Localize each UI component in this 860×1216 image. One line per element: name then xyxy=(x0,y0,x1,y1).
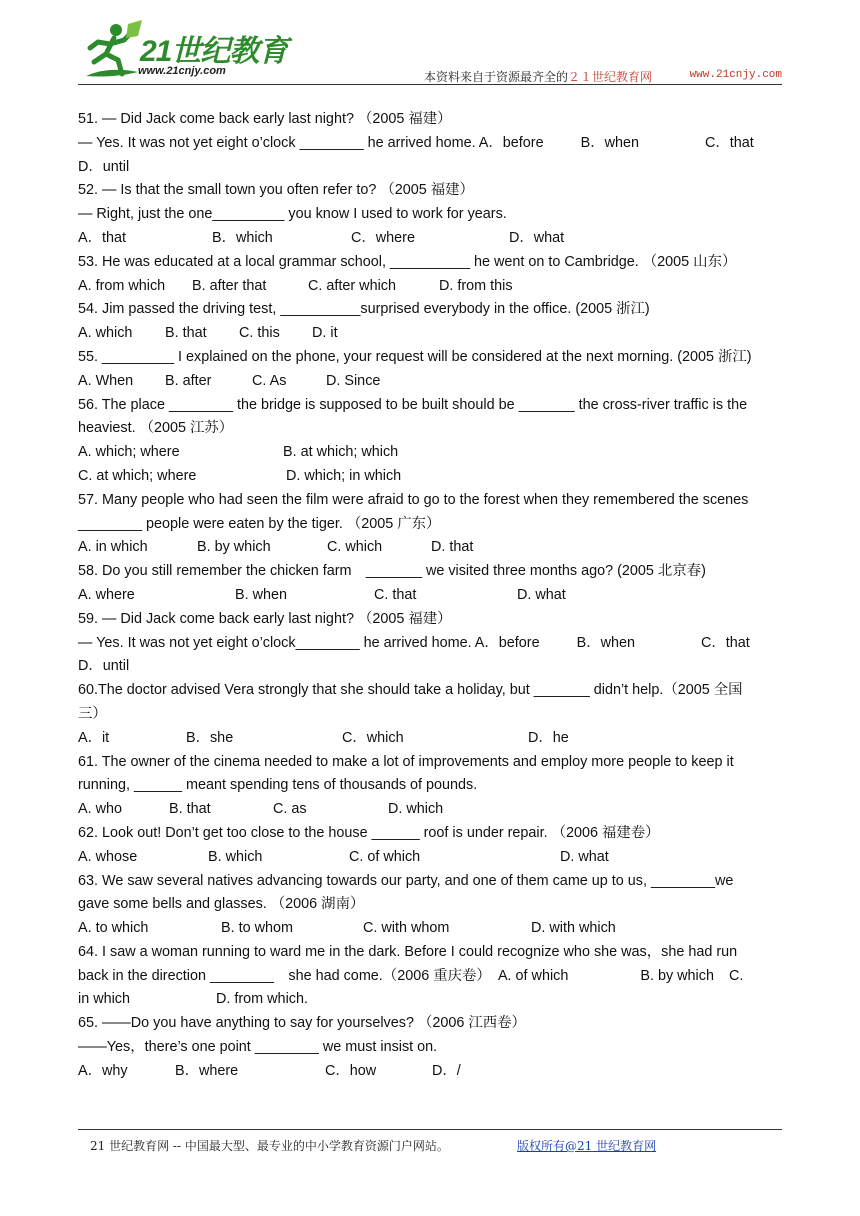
option: C．that xyxy=(701,634,750,651)
option: B. after xyxy=(165,372,212,389)
option: A. whose xyxy=(78,848,138,865)
option: D. with which xyxy=(531,920,616,937)
question-line xyxy=(78,179,782,203)
line-text: D．until xyxy=(78,658,130,675)
question-line xyxy=(78,489,782,513)
line-text: 53. He was educated at a local grammar school, __________ he went on to Cambridge. （2005 山东） xyxy=(78,253,737,270)
footer-text: 21 世纪教育网 -- 中国最大型、最专业的中小学教育资源门户网站。 xyxy=(90,1139,449,1153)
option: C. which xyxy=(327,539,383,556)
line-text: 58. Do you still remember the chicken farm _______ we visited three months ago? (2005 北京春) xyxy=(78,563,706,580)
option: C．which xyxy=(342,729,404,746)
question-line xyxy=(78,941,782,965)
options-line xyxy=(78,465,782,489)
option: C. As xyxy=(252,372,287,389)
question-line xyxy=(78,679,782,703)
question-line xyxy=(78,870,782,894)
option: B. that xyxy=(165,325,207,342)
question-line xyxy=(78,108,782,132)
question-line xyxy=(78,703,782,727)
question-line xyxy=(78,751,782,775)
option: A. from which xyxy=(78,277,166,294)
copyright-link[interactable]: 版权所有@21 世纪教育网 xyxy=(517,1139,657,1153)
question-line xyxy=(78,774,782,798)
option: D. that xyxy=(431,539,474,556)
question-line xyxy=(78,1012,782,1036)
option: C. that xyxy=(374,586,417,603)
option: D．/ xyxy=(432,1062,461,1079)
line-text: 64. I saw a woman running to ward me in the dark. Before I could recognize who she was，she had run xyxy=(78,943,738,960)
line-text: gave some bells and glasses. （2006 湖南） xyxy=(78,896,365,913)
option: C．where xyxy=(351,229,415,246)
options-line xyxy=(78,1060,782,1084)
question-line xyxy=(78,893,782,917)
option: B. by which xyxy=(197,539,271,556)
line-text: in which xyxy=(78,991,130,1008)
question-line xyxy=(78,965,782,989)
option: C. at which; where xyxy=(78,467,197,484)
question-line xyxy=(78,632,782,656)
option: B. to whom xyxy=(221,920,293,937)
option: C. xyxy=(728,967,744,984)
header-divider xyxy=(78,84,782,85)
line-text: 63. We saw several natives advancing towards our party, and one of them came up to us, ________we xyxy=(78,872,734,889)
line-text: 57. Many people who had seen the film were afraid to go to the forest when they remembered the scenes xyxy=(78,491,749,508)
line-text: 65. ——Do you have anything to say for yourselves? （2006 江西卷） xyxy=(78,1015,526,1032)
question-line xyxy=(78,298,782,322)
logo-text: 21世纪教育 xyxy=(140,35,288,68)
line-text: ——Yes，there’s one point ________ we must insist on. xyxy=(78,1039,438,1056)
option: D．he xyxy=(528,729,569,746)
line-text: — Yes. It was not yet eight o’clock________ he arrived home. A．before xyxy=(78,634,540,651)
line-text: ________ people were eaten by the tiger. （2005 广东） xyxy=(78,515,441,532)
option: D. it xyxy=(312,325,338,342)
line-text: — Right, just the one_________ you know I used to work for years. xyxy=(78,206,507,223)
option: D. which xyxy=(388,801,444,818)
site-logo[interactable] xyxy=(78,18,288,84)
options-line xyxy=(78,798,782,822)
option: B. that xyxy=(169,801,211,818)
question-line xyxy=(78,560,782,584)
option: B. at which; which xyxy=(283,444,399,461)
question-line xyxy=(78,608,782,632)
footer-divider xyxy=(78,1129,782,1130)
option: B. by which xyxy=(640,967,714,984)
line-text: 62. Look out! Don’t get too close to the house ______ roof is under repair. （2006 福建卷） xyxy=(78,824,660,841)
option: C. as xyxy=(273,801,307,818)
header-url[interactable]: www.21cnjy.com xyxy=(689,69,782,81)
question-line xyxy=(78,346,782,370)
line-text: 51. — Did Jack come back early last night? （2005 福建） xyxy=(78,111,452,127)
option: D. what xyxy=(560,848,609,865)
line-text: 三） xyxy=(78,705,107,722)
option: D．what xyxy=(509,229,565,246)
option: B．where xyxy=(175,1062,239,1079)
option: A. which xyxy=(78,325,133,342)
line-text: back in the direction ________ she had come.（2006 重庆卷） A. of which xyxy=(78,967,569,984)
line-text: 61. The owner of the cinema needed to make a lot of improvements and employ more people to keep it xyxy=(78,753,734,770)
option: C．that xyxy=(705,134,754,151)
options-line xyxy=(78,227,782,251)
line-text: 56. The place ________ the bridge is supposed to be built should be _______ the cross-river traffic is the xyxy=(78,396,748,413)
option: A．why xyxy=(78,1062,128,1079)
page-header xyxy=(78,18,782,86)
line-text: heaviest. （2005 江苏） xyxy=(78,420,234,437)
line-text: 60.The doctor advised Vera strongly that she should take a holiday, but _______ didn’t help.（2005 全国 xyxy=(78,682,743,699)
option: D. from which. xyxy=(216,991,308,1008)
option: C. of which xyxy=(349,848,421,865)
option: B. which xyxy=(208,848,263,865)
option: B. when xyxy=(235,586,287,603)
option: A. to which xyxy=(78,920,149,937)
question-line xyxy=(78,132,782,156)
option: D. which; in which xyxy=(286,467,402,484)
question-line xyxy=(78,988,782,1012)
option: A. When xyxy=(78,372,134,389)
option: C. after which xyxy=(308,277,396,294)
header-note-brand: ２１世纪教育网 xyxy=(567,70,652,84)
option: D. Since xyxy=(326,372,381,389)
question-line xyxy=(78,417,782,441)
line-text: 55. _________ I explained on the phone, your request will be considered at the next morning. (2005 浙江) xyxy=(78,348,752,365)
option: B．she xyxy=(186,729,234,746)
options-line xyxy=(78,727,782,751)
options-line xyxy=(78,275,782,299)
options-line xyxy=(78,536,782,560)
question-list xyxy=(78,108,782,1084)
option: A. which; where xyxy=(78,444,180,461)
options-line xyxy=(78,322,782,346)
options-line xyxy=(78,441,782,465)
option: A．that xyxy=(78,229,126,246)
option: B. after that xyxy=(192,277,267,294)
header-note-prefix: 本资料来自于资源最齐全的 xyxy=(423,70,568,84)
line-text: — Yes. It was not yet eight o’clock ________ he arrived home. A．before xyxy=(78,134,544,151)
option: C. this xyxy=(239,325,280,342)
option: A．it xyxy=(78,729,110,746)
question-line xyxy=(78,822,782,846)
question-line xyxy=(78,251,782,275)
question-line xyxy=(78,655,782,679)
line-text: 54. Jim passed the driving test, __________surprised everybody in the office. (2005 浙江) xyxy=(78,301,650,318)
line-text: 52. — Is that the small town you often refer to? （2005 福建） xyxy=(78,182,474,199)
option: D. from this xyxy=(439,277,513,294)
option: B．which xyxy=(212,229,273,246)
question-line xyxy=(78,156,782,180)
options-line xyxy=(78,917,782,941)
header-note xyxy=(424,68,652,85)
option: A. where xyxy=(78,586,135,603)
question-line xyxy=(78,1036,782,1060)
option: B．when xyxy=(580,134,639,151)
option: D. what xyxy=(517,586,566,603)
option: B．when xyxy=(576,634,635,651)
option: C．how xyxy=(325,1062,377,1079)
line-text: 59. — Did Jack come back early last night? （2005 福建） xyxy=(78,610,452,627)
question-line xyxy=(78,203,782,227)
logo-url: www.21cnjy.com xyxy=(138,65,226,77)
line-text: D．until xyxy=(78,158,130,175)
options-line xyxy=(78,584,782,608)
question-line xyxy=(78,513,782,537)
line-text: running, ______ meant spending tens of thousands of pounds. xyxy=(78,777,478,794)
options-line xyxy=(78,846,782,870)
option: C. with whom xyxy=(363,920,450,937)
option: A. in which xyxy=(78,539,148,556)
option: A. who xyxy=(78,801,122,818)
question-line xyxy=(78,394,782,418)
options-line xyxy=(78,370,782,394)
